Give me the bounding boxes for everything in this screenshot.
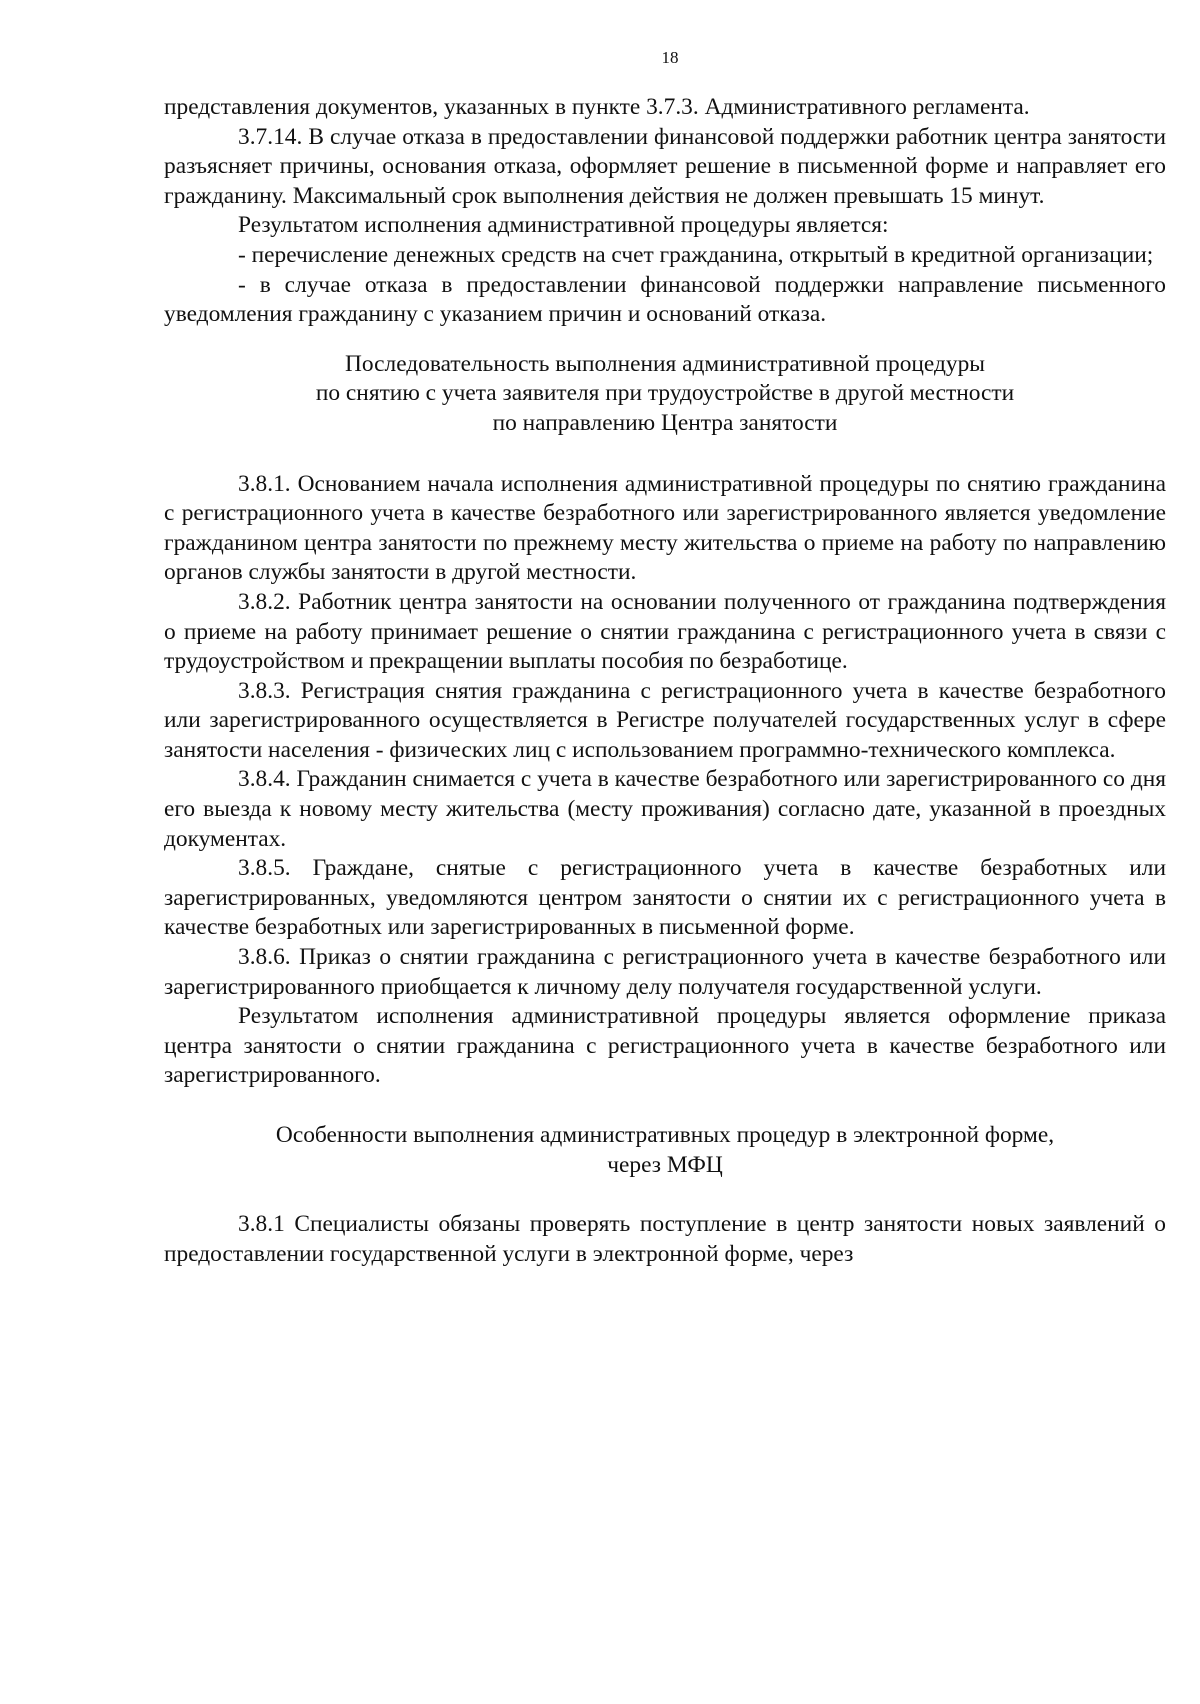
heading-line: через МФЦ [607, 1151, 723, 1178]
paragraph-3-8-1-specialists: 3.8.1 Специалисты обязаны проверять поступление в центр занятости новых заявлений о предоставлении государственной услуги в электронной форме, через [164, 1211, 1166, 1267]
heading-line: по снятию с учета заявителя при трудоустройстве в другой местности [315, 380, 1015, 407]
paragraph-3-8-1: 3.8.1. Основанием начала исполнения административной процедуры по снятию гражданина с регистрационного учета в качестве безработного или зарегистрированного является уведомление гражданином центра занятости по прежнему месту жительства о приеме на работу по направлению органов службы занятости в другой местности. [164, 470, 1166, 586]
paragraph-3-8-3: 3.8.3. Регистрация снятия гражданина с регистрационного учета в качестве безработного или зарегистрированного осуществляется в Регистре получателей государственных услуг в сфере занятости населения - физических лиц с использованием программно-технического комплекса. [164, 677, 1166, 763]
paragraph-3-8-5: 3.8.5. Граждане, снятые с регистрационного учета в качестве безработных или зарегистрированных, уведомляются центром занятости о снятии их с регистрационного учета в качестве безработных или зарегистрированных в письменной форме. [164, 855, 1166, 941]
paragraph-result-order: Результатом исполнения административной процедуры является оформление приказа центра занятости о снятии гражданина с регистрационного учета в качестве безработного или зарегистрированного. [164, 1003, 1166, 1089]
paragraph-3-8-6: 3.8.6. Приказ о снятии гражданина с регистрационного учета в качестве безработного или зарегистрированного приобщается к личному делу получателя государственной услуги. [164, 944, 1166, 1000]
paragraph-3-7-14: 3.7.14. В случае отказа в предоставлении финансовой поддержки работник центра занятости разъясняет причины, основания отказа, оформляет решение в письменной форме и направляет его гражданину. Максимальный срок выполнения действия не должен превышать 15 минут. [164, 123, 1166, 209]
paragraph-continuation: представления документов, указанных в пункте 3.7.3. Административного регламента. [164, 94, 1030, 120]
heading-line: по направлению Центра занятости [492, 409, 838, 436]
section-heading-deregistration [164, 350, 1166, 439]
list-item-refusal: - в случае отказа в предоставлении финансовой поддержки направление письменного уведомления гражданину с указанием причин и оснований отказа. [164, 271, 1166, 328]
paragraph-result-intro: Результатом исполнения административной процедуры является: [238, 212, 889, 239]
page-number: 18 [661, 48, 679, 67]
paragraph-3-8-2: 3.8.2. Работник центра занятости на основании полученного от гражданина подтверждения о приеме на работу принимает решение о снятии гражданина с регистрационного учета в связи с трудоустройством и прекращении выплаты пособия по безработице. [164, 588, 1166, 675]
list-item-transfer: - перечисление денежных средств на счет гражданина, открытый в кредитной организации; [238, 241, 1154, 268]
section-heading-electronic-form [164, 1121, 1166, 1180]
heading-line: Последовательность выполнения административной процедуры [344, 350, 985, 377]
paragraph-3-8-4: 3.8.4. Гражданин снимается с учета в качестве безработного или зарегистрированного со дня его выезда к новому месту жительства (месту проживания) согласно дате, указанной в проездных документах. [164, 766, 1166, 852]
heading-line: Особенности выполнения административных процедур в электронной форме, [275, 1122, 1055, 1148]
